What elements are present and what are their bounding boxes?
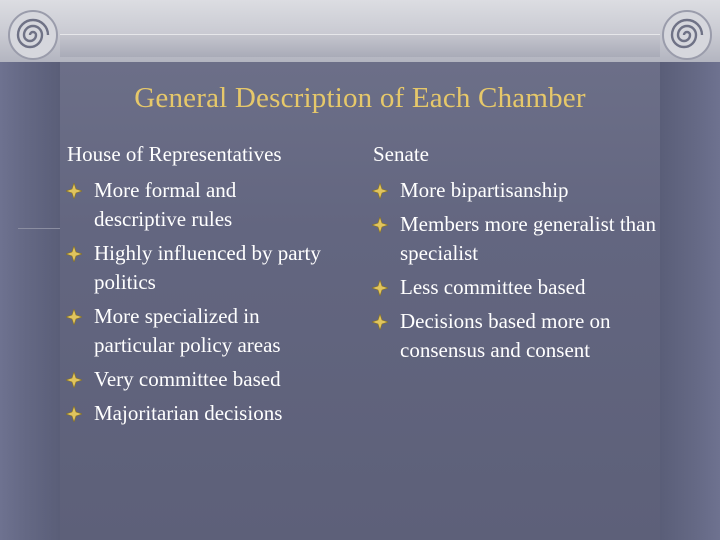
slide-title: General Description of Each Chamber: [134, 82, 586, 114]
bullet-text: More formal and descriptive rules: [94, 178, 237, 231]
senate-bullet-list: [372, 176, 662, 370]
list-item: [66, 399, 328, 428]
column-capital: [0, 0, 720, 63]
bullet-text: Decisions based more on consensus and consent: [400, 309, 611, 362]
ionic-scroll-icon: [658, 6, 716, 64]
house-heading: House of Representatives: [67, 142, 282, 166]
four-point-star-bullet-icon: [372, 217, 388, 233]
divider: [18, 228, 60, 229]
bullet-text: Very committee based: [94, 367, 281, 391]
list-item: [372, 307, 662, 365]
list-item: [66, 302, 328, 360]
left-column: [0, 62, 61, 540]
four-point-star-bullet-icon: [372, 280, 388, 296]
four-point-star-bullet-icon: [66, 246, 82, 262]
bullet-text: Highly influenced by party politics: [94, 241, 321, 294]
list-item: [66, 176, 328, 234]
ionic-scroll-icon: [4, 6, 62, 64]
four-point-star-bullet-icon: [66, 309, 82, 325]
list-item: [372, 273, 662, 302]
list-item: [372, 210, 662, 268]
senate-heading: Senate: [373, 142, 429, 166]
list-item: [372, 176, 662, 205]
right-column: [659, 62, 720, 540]
list-item: [66, 365, 328, 394]
list-item: [66, 239, 328, 297]
four-point-star-bullet-icon: [66, 406, 82, 422]
four-point-star-bullet-icon: [372, 314, 388, 330]
four-point-star-bullet-icon: [372, 183, 388, 199]
house-bullet-list: [66, 176, 328, 433]
bullet-text: More specialized in particular policy areas: [94, 304, 281, 357]
bullet-text: Members more generalist than specialist: [400, 212, 656, 265]
bullet-text: Less committee based: [400, 275, 586, 299]
four-point-star-bullet-icon: [66, 372, 82, 388]
bullet-text: More bipartisanship: [400, 178, 569, 202]
four-point-star-bullet-icon: [66, 183, 82, 199]
bullet-text: Majoritarian decisions: [94, 401, 283, 425]
capital-band: [60, 34, 660, 57]
